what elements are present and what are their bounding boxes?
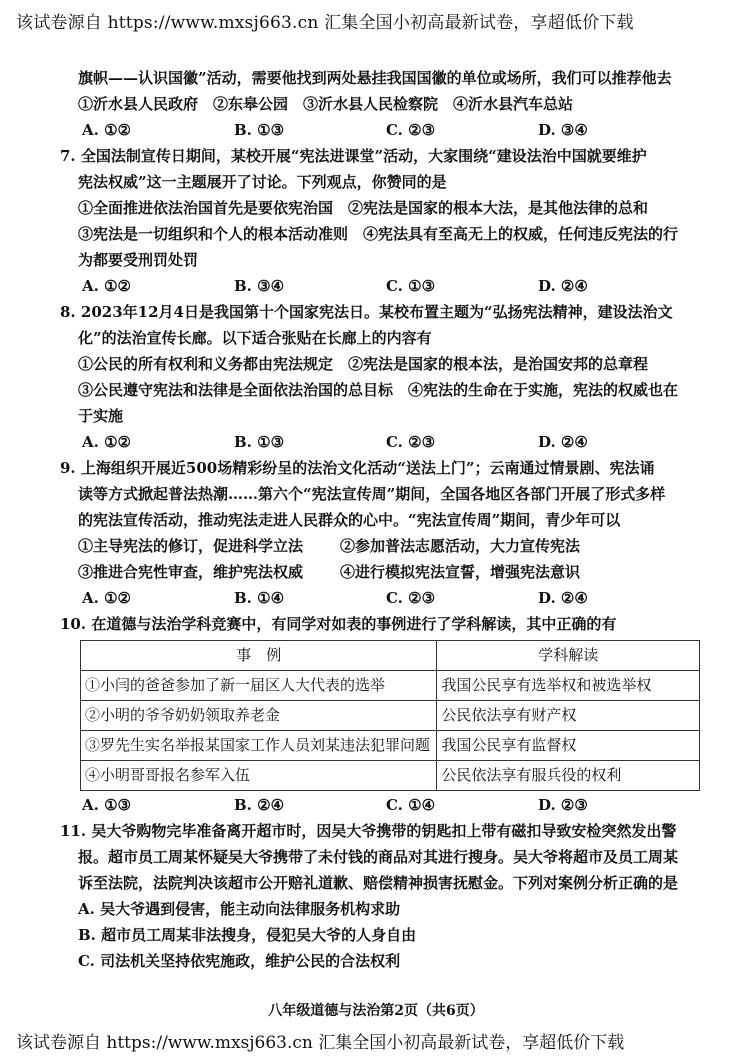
q7-stem-2: 宪法权威”这一主题展开了讨论。下列观点，你赞同的是 [78, 173, 447, 191]
q9-option-a: A. ①② [82, 589, 131, 607]
q7-option-a: A. ①② [82, 277, 131, 295]
q8-option-b: B. ①③ [234, 433, 285, 451]
table-row [81, 761, 700, 791]
q6-option-b: B. ①③ [234, 121, 285, 139]
table-cell: ①小闫的爸爸参加了新一届区人大代表的选举 [81, 671, 437, 701]
source-header: 该试卷源自 https://www.mxsj663.cn 汇集全国小初高最新试卷，享超低价下载 [16, 13, 634, 33]
q9-stem-3: 的宪法宣传活动，推动宪法走进人民群众的心中。“宪法宣传周”期间，青少年可以 [78, 511, 621, 529]
q10-option-c: C. ①④ [386, 796, 436, 814]
q9-item-4: ④进行模拟宪法宣誓，增强宪法意识 [340, 563, 581, 581]
q9-item-2: ②参加普法志愿活动，大力宣传宪法 [340, 537, 581, 555]
q8-item-2: ③公民遵守宪法和法律是全面依法治国的总目标 ④宪法的生命在于实施，宪法的权威也在 [78, 381, 679, 399]
table-row [81, 731, 700, 761]
table-header-row [81, 641, 700, 671]
q10-options [60, 793, 700, 819]
table-cell: ③罗先生实名举报某国家工作人员刘某违法犯罪问题 [81, 731, 437, 761]
q6-option-a: A. ①② [82, 121, 131, 139]
q9-stem-2: 读等方式掀起普法热潮……第六个“宪法宣传周”期间，全国各地区各部门开展了形式多样 [78, 485, 666, 503]
q8-option-d: D. ②④ [538, 433, 588, 451]
table-cell: ②小明的爷爷奶奶领取养老金 [81, 701, 437, 731]
q10-table [80, 640, 700, 791]
q9-item-1: ①主导宪法的修订，促进科学立法 [78, 537, 304, 555]
q10-stem: 10. 在道德与法治学科竞赛中，有同学对如表的事例进行了学科解读，其中正确的有 [60, 615, 617, 633]
q8-item-3: 于实施 [78, 407, 124, 425]
table-row [81, 701, 700, 731]
q9-option-b: B. ①④ [234, 589, 285, 607]
q9-stem-1: 9. 上海组织开展近500场精彩纷呈的法治文化活动“送法上门”；云南通过情景剧、宪法诵 [60, 459, 655, 477]
q6-stem-continuation: 旗帜——认识国徽”活动，需要他找到两处悬挂我国国徽的单位或场所，我们可以推荐他去 [78, 69, 672, 87]
q8-option-a: A. ①② [82, 433, 131, 451]
q11-option-a: A. 吴大爷遇到侵害，能主动向法律服务机构求助 [78, 900, 401, 918]
q7-option-d: D. ②④ [538, 277, 588, 295]
table-cell: 公民依法享有财产权 [437, 701, 700, 731]
exam-content [60, 66, 700, 975]
source-footer: 该试卷源自 https://www.mxsj663.cn 汇集全国小初高最新试卷，享超低价下载 [16, 1033, 625, 1053]
q11-option-c: C. 司法机关坚持依宪施政，维护公民的合法权利 [78, 952, 401, 970]
q11-stem-2: 报。超市员工周某怀疑吴大爷携带了未付钱的商品对其进行搜身。吴大爷将超市及员工周某 [78, 848, 679, 866]
q9-options [60, 586, 700, 612]
q6-options [60, 118, 700, 144]
q8-stem-1: 8. 2023年12月4日是我国第十个国家宪法日。某校布置主题为“弘扬宪法精神，建设法治文 [60, 303, 673, 321]
table-cell: 公民依法享有服兵役的权利 [437, 761, 700, 791]
table-cell: 我国公民享有选举权和被选举权 [437, 671, 700, 701]
q8-option-c: C. ②③ [386, 433, 436, 451]
q6-option-d: D. ③④ [538, 121, 588, 139]
q7-option-c: C. ①③ [386, 277, 436, 295]
q7-option-b: B. ③④ [234, 277, 285, 295]
table-cell: 我国公民享有监督权 [437, 731, 700, 761]
q7-item-1: ①全面推进依法治国首先是要依宪治国 ②宪法是国家的根本大法，是其他法律的总和 [78, 199, 649, 217]
q9-items-row-2 [60, 560, 700, 586]
q9-option-c: C. ②③ [386, 589, 436, 607]
q7-options [60, 274, 700, 300]
table-row [81, 671, 700, 701]
page-number: 八年级道德与法治第2页（共6页） [268, 1003, 484, 1019]
q7-item-2: ③宪法是一切组织和个人的根本活动准则 ④宪法具有至高无上的权威，任何违反宪法的行 [78, 225, 679, 243]
q11-stem-3: 诉至法院，法院判决该超市公开赔礼道歉、赔偿精神损害抚慰金。下列对案例分析正确的是 [78, 874, 679, 892]
q6-items: ①沂水县人民政府 ②东皋公园 ③沂水县人民检察院 ④沂水县汽车总站 [78, 95, 574, 113]
q9-items-row-1 [60, 534, 700, 560]
q8-options [60, 430, 700, 456]
q11-stem-1: 11. 吴大爷购物完毕准备离开超市时，因吴大爷携带的钥匙扣上带有磁扣导致安检突然发出警 [60, 822, 677, 840]
q11-option-b: B. 超市员工周某非法搜身，侵犯吴大爷的人身自由 [78, 926, 417, 944]
q7-stem-1: 7. 全国法制宣传日期间，某校开展“宪法进课堂”活动，大家围绕“建设法治中国就要维护 [60, 147, 647, 165]
table-header-interpretation: 学科解读 [437, 641, 700, 671]
q8-item-1: ①公民的所有权利和义务都由宪法规定 ②宪法是国家的根本法，是治国安邦的总章程 [78, 355, 649, 373]
q9-item-3: ③推进合宪性审查，维护宪法权威 [78, 563, 304, 581]
q9-option-d: D. ②④ [538, 589, 588, 607]
q10-option-a: A. ①③ [82, 796, 131, 814]
q6-option-c: C. ②③ [386, 121, 436, 139]
table-cell: ④小明哥哥报名参军入伍 [81, 761, 437, 791]
table-header-case: 事 例 [81, 641, 437, 671]
q8-stem-2: 化”的法治宣传长廊。以下适合张贴在长廊上的内容有 [78, 329, 432, 347]
q10-option-d: D. ②③ [538, 796, 588, 814]
q10-option-b: B. ②④ [234, 796, 285, 814]
q7-item-3: 为都要受刑罚处罚 [78, 251, 199, 269]
